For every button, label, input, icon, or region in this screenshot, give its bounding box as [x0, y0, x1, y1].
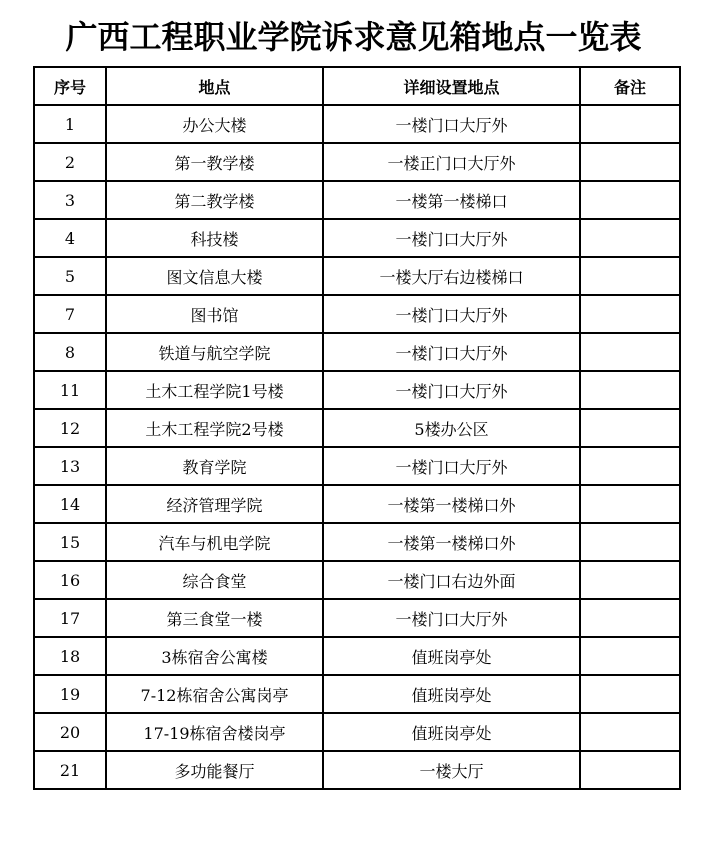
- cell-no: 1: [34, 105, 106, 143]
- table-row: [34, 371, 680, 409]
- table-row: [34, 257, 680, 295]
- header-location: 地点: [106, 67, 323, 105]
- table-row: [34, 181, 680, 219]
- cell-remark: [580, 713, 680, 751]
- cell-detail: 一楼正门口大厅外: [323, 143, 580, 181]
- table-row: [34, 219, 680, 257]
- table-row: [34, 751, 680, 789]
- cell-no: 8: [34, 333, 106, 371]
- cell-location: 7-12栋宿舍公寓岗亭: [106, 675, 323, 713]
- table-row: [34, 447, 680, 485]
- cell-location: 第二教学楼: [106, 181, 323, 219]
- page-title: 广西工程职业学院诉求意见箱地点一览表: [65, 18, 642, 56]
- cell-detail: 一楼门口大厅外: [323, 371, 580, 409]
- header-no: 序号: [34, 67, 106, 105]
- cell-remark: [580, 599, 680, 637]
- table-row: [34, 637, 680, 675]
- cell-detail: 5楼办公区: [323, 409, 580, 447]
- cell-location: 汽车与机电学院: [106, 523, 323, 561]
- table-row: [34, 409, 680, 447]
- cell-no: 18: [34, 637, 106, 675]
- table-row: [34, 485, 680, 523]
- cell-detail: 一楼门口大厅外: [323, 105, 580, 143]
- cell-detail: 一楼门口大厅外: [323, 295, 580, 333]
- cell-no: 17: [34, 599, 106, 637]
- cell-location: 教育学院: [106, 447, 323, 485]
- table-row: [34, 675, 680, 713]
- table-row: [34, 333, 680, 371]
- header-row: [34, 67, 680, 105]
- cell-detail: 值班岗亭处: [323, 637, 580, 675]
- cell-detail: 一楼第一楼梯口外: [323, 523, 580, 561]
- cell-remark: [580, 143, 680, 181]
- cell-remark: [580, 105, 680, 143]
- cell-no: 16: [34, 561, 106, 599]
- table-row: [34, 599, 680, 637]
- cell-location: 多功能餐厅: [106, 751, 323, 789]
- cell-no: 14: [34, 485, 106, 523]
- table-row: [34, 561, 680, 599]
- cell-no: 21: [34, 751, 106, 789]
- cell-detail: 一楼门口右边外面: [323, 561, 580, 599]
- cell-location: 3栋宿舍公寓楼: [106, 637, 323, 675]
- header-remark: 备注: [580, 67, 680, 105]
- cell-no: 11: [34, 371, 106, 409]
- cell-detail: 一楼第一楼梯口: [323, 181, 580, 219]
- cell-location: 第一教学楼: [106, 143, 323, 181]
- cell-location: 土木工程学院2号楼: [106, 409, 323, 447]
- cell-no: 2: [34, 143, 106, 181]
- cell-location: 经济管理学院: [106, 485, 323, 523]
- cell-remark: [580, 333, 680, 371]
- cell-detail: 一楼门口大厅外: [323, 333, 580, 371]
- table-row: [34, 295, 680, 333]
- cell-remark: [580, 371, 680, 409]
- header-detail: 详细设置地点: [323, 67, 580, 105]
- cell-detail: 一楼门口大厅外: [323, 599, 580, 637]
- cell-remark: [580, 751, 680, 789]
- cell-location: 17-19栋宿舍楼岗亭: [106, 713, 323, 751]
- cell-remark: [580, 675, 680, 713]
- cell-no: 20: [34, 713, 106, 751]
- cell-location: 图书馆: [106, 295, 323, 333]
- cell-no: 19: [34, 675, 106, 713]
- cell-location: 办公大楼: [106, 105, 323, 143]
- cell-no: 12: [34, 409, 106, 447]
- cell-detail: 一楼大厅: [323, 751, 580, 789]
- cell-remark: [580, 637, 680, 675]
- table-row: [34, 713, 680, 751]
- cell-no: 4: [34, 219, 106, 257]
- cell-no: 3: [34, 181, 106, 219]
- cell-remark: [580, 219, 680, 257]
- cell-detail: 一楼门口大厅外: [323, 447, 580, 485]
- cell-detail: 值班岗亭处: [323, 713, 580, 751]
- cell-detail: 一楼大厅右边楼梯口: [323, 257, 580, 295]
- cell-detail: 一楼门口大厅外: [323, 219, 580, 257]
- cell-detail: 一楼第一楼梯口外: [323, 485, 580, 523]
- cell-remark: [580, 409, 680, 447]
- cell-location: 综合食堂: [106, 561, 323, 599]
- cell-remark: [580, 561, 680, 599]
- cell-no: 5: [34, 257, 106, 295]
- table-row: [34, 143, 680, 181]
- cell-no: 7: [34, 295, 106, 333]
- cell-remark: [580, 295, 680, 333]
- cell-remark: [580, 485, 680, 523]
- cell-remark: [580, 523, 680, 561]
- cell-no: 15: [34, 523, 106, 561]
- table-row: [34, 105, 680, 143]
- cell-no: 13: [34, 447, 106, 485]
- cell-location: 第三食堂一楼: [106, 599, 323, 637]
- table-row: [34, 523, 680, 561]
- cell-remark: [580, 257, 680, 295]
- cell-remark: [580, 447, 680, 485]
- cell-location: 图文信息大楼: [106, 257, 323, 295]
- cell-remark: [580, 181, 680, 219]
- location-table: [33, 66, 681, 790]
- cell-location: 科技楼: [106, 219, 323, 257]
- cell-detail: 值班岗亭处: [323, 675, 580, 713]
- cell-location: 铁道与航空学院: [106, 333, 323, 371]
- cell-location: 土木工程学院1号楼: [106, 371, 323, 409]
